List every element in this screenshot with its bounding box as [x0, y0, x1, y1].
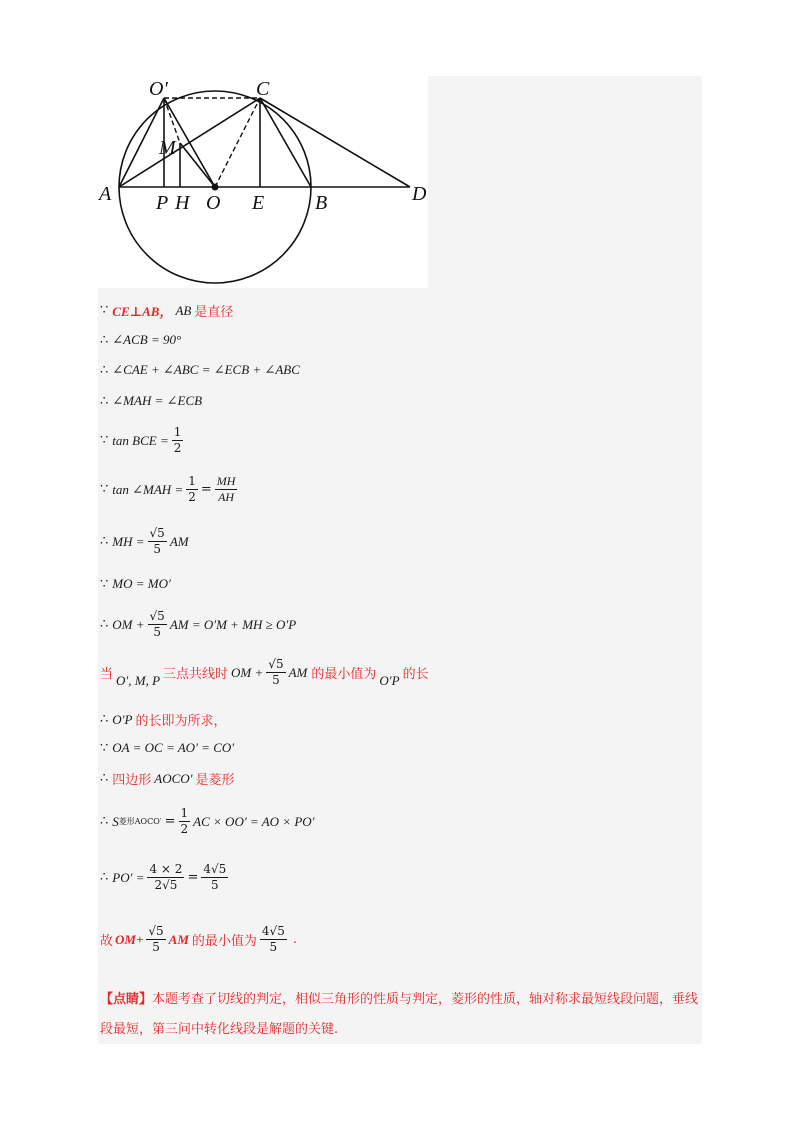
am-segment: AM: [168, 931, 189, 947]
oprime-p-segment: O′P: [379, 672, 400, 688]
step-14: [100, 806, 315, 837]
ce-perp-ab: CE⊥AB，: [112, 304, 173, 319]
step-8-expr: MO = MO′: [112, 576, 171, 591]
because-symbol: ∵: [100, 576, 109, 592]
fraction-one-half: $\frac{1}{2}$: [180, 806, 189, 836]
min-value-text: 的最小值为: [311, 667, 377, 682]
center-point-o: [212, 184, 219, 191]
fraction-one-half: $\frac{1}{2}$: [173, 425, 182, 455]
step-4: [100, 393, 202, 409]
label-c: C: [256, 78, 270, 100]
step-3-expr: ∠CAE + ∠ABC = ∠ECB + ∠ABC: [112, 362, 300, 377]
fraction-one-half: $\frac{1}{2}$: [188, 474, 196, 504]
fraction-sqrt5-5: $\frac{√5}{5}$: [268, 657, 284, 687]
label-o: O: [206, 192, 221, 214]
ab-segment: AB: [175, 302, 192, 318]
fraction-sqrt5-5: $\frac{√5}{5}$: [149, 609, 165, 639]
area-subscript: 菱形AOCO′: [118, 817, 162, 826]
oprime-p-segment: O′P: [112, 711, 133, 727]
therefore-symbol: ∴: [100, 534, 109, 549]
step-4-expr: ∠MAH = ∠ECB: [112, 393, 203, 408]
hence-text: 故: [100, 934, 114, 949]
step-9-rhs: AM = O′M + MH ≥ O′P: [169, 616, 297, 632]
label-oprime: O′: [149, 78, 168, 100]
quadrilateral-text: 四边形: [112, 773, 152, 788]
label-b: B: [315, 192, 328, 214]
step-5-lhs: tan BCE =: [112, 432, 169, 448]
therefore-symbol: ∴: [100, 814, 109, 829]
fraction-4sqrt5-5: $\frac{4√5}{5}$: [261, 924, 285, 954]
fraction-sqrt5-5: $\frac{√5}{5}$: [149, 526, 165, 556]
step-7-rhs: AM: [169, 533, 189, 549]
step-12-expr: OA = OC = AO′ = CO′: [112, 740, 235, 755]
step-15-lhs: PO′ =: [112, 869, 145, 885]
step-2-expr: ∠ACB = 90°: [112, 332, 182, 347]
min-value-text: 的最小值为: [191, 934, 257, 949]
step-15: [100, 862, 231, 893]
fraction-4sqrt5-5: $\frac{4√5}{5}$: [203, 862, 227, 892]
period: .: [292, 932, 297, 947]
area-symbol: S: [112, 813, 119, 829]
because-symbol: ∵: [100, 482, 109, 497]
line-m-o: [180, 143, 215, 187]
key-point-note: [100, 985, 700, 1045]
label-m: M: [159, 137, 176, 159]
step-7: [100, 526, 189, 557]
fraction-sqrt5-5: $\frac{√5}{5}$: [148, 924, 164, 954]
label-p: P: [156, 192, 169, 214]
therefore-symbol: ∴: [100, 870, 109, 885]
because-symbol: ∵: [100, 740, 109, 756]
step-9: [100, 609, 296, 640]
step-7-lhs: MH =: [112, 533, 145, 549]
label-e: E: [252, 192, 265, 214]
am-segment: AM: [288, 664, 308, 680]
rhombus-text: 是菱形: [195, 773, 235, 788]
step-12: [100, 740, 234, 756]
label-a: A: [99, 183, 112, 205]
geometry-diagram: [98, 76, 428, 288]
diameter-text: 是直径: [194, 305, 234, 320]
step-9-lhs: OM +: [112, 616, 145, 632]
therefore-symbol: ∴: [100, 332, 109, 348]
because-symbol: ∵: [100, 303, 109, 318]
step-1: [100, 301, 233, 320]
when-text: 当: [100, 667, 114, 682]
length-text: 的长: [402, 667, 429, 682]
line-c-b: [260, 98, 311, 187]
answer-text: 的长即为所求，: [135, 714, 227, 729]
therefore-symbol: ∴: [100, 712, 109, 727]
therefore-symbol: ∴: [100, 617, 109, 632]
key-point-tag: 【点睛】: [100, 992, 153, 1007]
step-2: [100, 332, 181, 348]
geometry-figure: [98, 76, 428, 288]
key-point-text: 本题考查了切线的判定，相似三角形的性质与判定，菱形的性质，轴对称求最短线段问题，垂线段最短，第三问中转化线段是解题的关键.: [100, 992, 699, 1037]
collinear-text: 三点共线时: [163, 667, 229, 682]
collinear-points: O′, M, P: [116, 672, 161, 688]
step-10: [100, 657, 429, 688]
om-plus: OM+: [115, 931, 144, 947]
label-d: D: [412, 183, 427, 205]
therefore-symbol: ∴: [100, 362, 109, 378]
therefore-symbol: ∴: [100, 393, 109, 409]
step-16: [100, 924, 297, 955]
fraction-mh-ah: $\frac{MH}{AH}$: [216, 474, 236, 504]
fraction-4x2-over-2sqrt5: $\frac{4 \times 2}{2√5}$: [149, 862, 183, 892]
step-13: [100, 769, 235, 788]
step-11: [100, 710, 226, 729]
step-14-rhs: AC × OO′ = AO × PO′: [193, 813, 315, 829]
line-c-d: [260, 98, 410, 187]
equals-sign: =: [200, 482, 212, 497]
quad-aocoprime: AOCO′: [154, 770, 193, 786]
step-6: [100, 474, 240, 505]
equals-sign: =: [187, 870, 199, 885]
step-6-lhs: tan ∠MAH =: [112, 481, 184, 497]
step-3: [100, 362, 300, 378]
step-10-lhs: OM +: [231, 664, 264, 680]
step-5: [100, 425, 186, 456]
therefore-symbol: ∴: [100, 771, 109, 786]
equals-sign: =: [164, 814, 176, 829]
because-symbol: ∵: [100, 433, 109, 448]
step-8: [100, 576, 171, 592]
label-h: H: [175, 192, 190, 214]
